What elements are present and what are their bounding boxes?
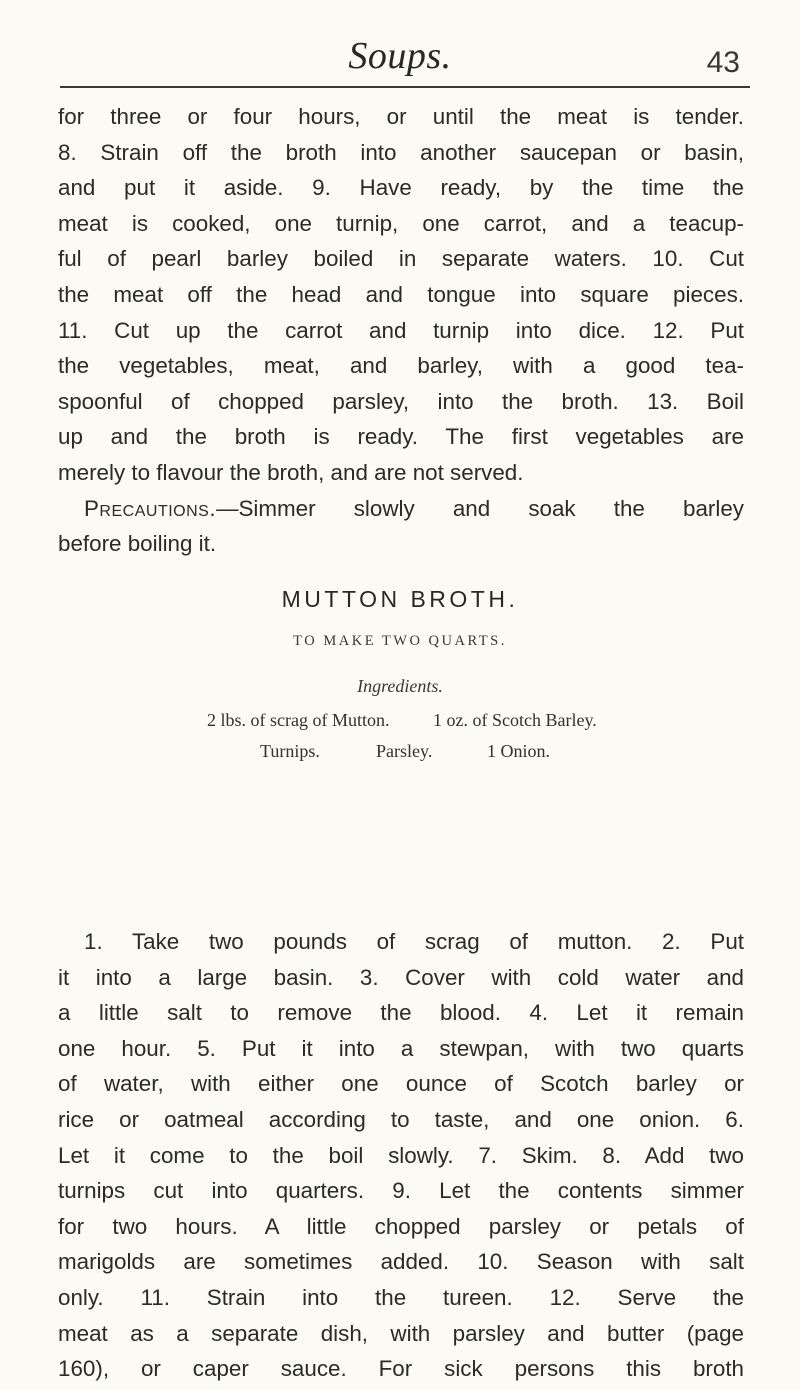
text-line: one hour. 5. Put it into a stewpan, with two quarts — [58, 1035, 744, 1061]
text-line: Let it come to the boil slowly. 7. Skim. 8. Add two — [58, 1142, 744, 1168]
text-line: rice or oatmeal according to taste, and one onion. 6. — [58, 1106, 744, 1132]
text-line-content: 1. Take two pounds of scrag of mutton. 2. Put — [84, 929, 744, 954]
text-line: and put it aside. 9. Have ready, by the time the — [58, 175, 744, 201]
recipe-steps — [58, 924, 744, 1387]
running-head — [60, 22, 740, 78]
recipe-title: MUTTON BROTH. — [281, 586, 519, 612]
previous-recipe-steps — [58, 99, 744, 562]
text-line: spoonful of chopped parsley, into the broth. 13. Boil — [58, 388, 744, 414]
text-line: 160), or caper sauce. For sick persons this broth — [58, 1356, 744, 1382]
ingredient-item: 1 oz. of Scotch Barley. — [433, 710, 597, 730]
recipe-subtitle: TO MAKE TWO QUARTS. — [293, 633, 507, 649]
ingredients-heading: Ingredients. — [357, 676, 443, 696]
text-line: the meat off the head and tongue into square pieces. — [58, 281, 744, 307]
text-line: meat as a separate dish, with parsley and butter (page — [58, 1320, 744, 1346]
text-line: before boiling it. — [58, 531, 217, 557]
text-line — [58, 924, 744, 960]
text-line: marigolds are sometimes added. 10. Season with salt — [58, 1249, 744, 1275]
text-line: for three or four hours, or until the meat is tender. — [58, 104, 744, 129]
precautions-text: —Simmer slowly and soak the barley — [216, 495, 744, 521]
text-line: up and the broth is ready. The first vegetables are — [58, 424, 744, 450]
ingredient-item: 2 lbs. of scrag of Mutton. — [207, 710, 390, 730]
text-line: 11. Cut up the carrot and turnip into dice. 12. Put — [58, 317, 744, 343]
ingredient-item: 1 Onion. — [487, 741, 550, 761]
text-line: 8. Strain off the broth into another saucepan or basin, — [58, 139, 744, 165]
text-line: only. 11. Strain into the tureen. 12. Serve the — [58, 1284, 744, 1310]
precautions-label: Precautions. — [84, 495, 217, 521]
precautions-line — [58, 491, 744, 527]
ingredient-item: Parsley. — [376, 741, 433, 761]
text-line: it into a large basin. 3. Cover with cold water and — [58, 964, 744, 990]
text-line: merely to flavour the broth, and are not served. — [58, 459, 524, 485]
text-line: for two hours. A little chopped parsley or petals of — [58, 1213, 744, 1239]
page-number: 43 — [706, 46, 740, 79]
header-rule — [60, 86, 750, 88]
ingredient-item: Turnips. — [260, 741, 320, 761]
text-line: the vegetables, meat, and barley, with a good tea- — [58, 353, 744, 379]
text-line: ful of pearl barley boiled in separate waters. 10. Cut — [58, 246, 744, 272]
page-title: Soups. — [348, 35, 452, 77]
text-line: a little salt to remove the blood. 4. Let it remain — [58, 1000, 744, 1026]
text-line: of water, with either one ounce of Scotch barley or — [58, 1071, 744, 1097]
text-line: meat is cooked, one turnip, one carrot, and a teacup- — [58, 210, 744, 236]
text-line: turnips cut into quarters. 9. Let the contents simmer — [58, 1178, 744, 1204]
